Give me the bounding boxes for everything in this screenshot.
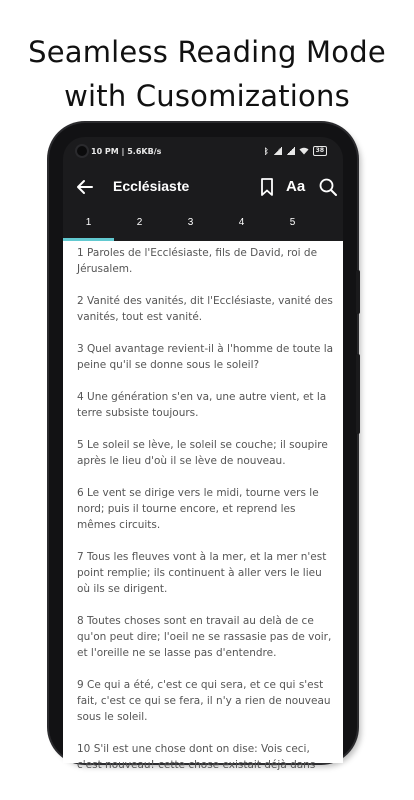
- verse-6: 6 Le vent se dirige vers le midi, tourne vers le nord; puis il tourne encore, et reprend les mêmes circuits.: [77, 487, 319, 531]
- text-size-button[interactable]: Aa: [286, 178, 306, 195]
- phone-frame: [49, 123, 357, 771]
- verse-5: 5 Le soleil se lève, le soleil se couche; il soupire après le lieu d'où il se lève de nouveau.: [77, 439, 328, 467]
- verse-3: 3 Quel avantage revient-il à l'homme de toute la peine qu'il se donne sous le soleil?: [77, 343, 334, 371]
- wifi-icon: [299, 147, 309, 155]
- status-icons: [264, 146, 327, 156]
- book-title: Ecclésiaste: [113, 178, 190, 194]
- verse-2: 2 Vanité des vanités, dit l'Ecclésiaste, vanité des vanités, tout est vanité.: [77, 295, 333, 323]
- bookmark-icon[interactable]: [257, 177, 277, 197]
- chapter-tabs: [63, 209, 343, 239]
- verse-1: 1 Paroles de l'Ecclésiaste, fils de David, roi de Jérusalem.: [77, 247, 318, 275]
- signal-icon: [286, 147, 295, 155]
- search-icon[interactable]: [318, 177, 338, 197]
- power-button: [356, 354, 360, 434]
- headline-line-2: with Cusomizations: [64, 79, 350, 113]
- tab-chapter-4[interactable]: 4: [238, 217, 245, 228]
- status-time: 10 PM | 5.6KB/s: [91, 147, 162, 156]
- verse-10: 10 S'il est une chose dont on dise: Vois ceci, c'est nouveau! cette chose existait déjà dans: [77, 743, 316, 771]
- front-camera: [77, 146, 87, 156]
- bluetooth-icon: ᛒ: [263, 146, 269, 156]
- verse-7: 7 Tous les fleuves vont à la mer, et la mer n'est point remplie; ils continuent à aller vers le lieu où ils se dirigent.: [77, 551, 327, 595]
- verse-8: 8 Toutes choses sont en travail au delà de ce qu'on peut dire; l'oeil ne se rassasie pas de voir, et l'oreille ne se lasse pas d'entendre.: [77, 615, 332, 659]
- marketing-headline: [0, 30, 414, 118]
- headline-line-1: Seamless Reading Mode: [28, 35, 386, 69]
- verse-9: 9 Ce qui a été, c'est ce qui sera, et ce qui s'est fait, c'est ce qui se fera, il n'y a rien de nouveau sous le soleil.: [77, 679, 331, 723]
- verse-4: 4 Une génération s'en va, une autre vient, et la terre subsiste toujours.: [77, 391, 327, 419]
- tab-chapter-2[interactable]: 2: [136, 217, 143, 228]
- signal-icon: [273, 147, 282, 155]
- phone-screen: [63, 137, 343, 771]
- reading-pane[interactable]: [63, 241, 343, 771]
- volume-button: [356, 270, 360, 314]
- tab-chapter-1[interactable]: 1: [63, 209, 114, 239]
- arrow-left-icon[interactable]: [75, 177, 95, 197]
- battery-icon: 38: [313, 146, 327, 156]
- status-bar: [63, 137, 343, 165]
- app-bar: [63, 165, 343, 209]
- tab-chapter-3[interactable]: 3: [187, 217, 194, 228]
- tab-chapter-5[interactable]: 5: [289, 217, 296, 228]
